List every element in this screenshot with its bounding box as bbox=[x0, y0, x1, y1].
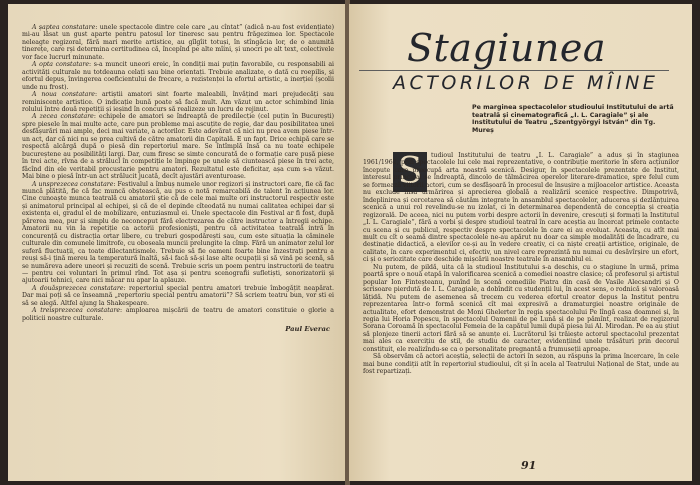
paragraph: A noua constatare: artiștii amatori sint foarte maleabili, învățind mari prejudecăți sau reminiscențe artistice. O indicație bună poate să facă mult. Am văzut un actor schimbind linia rolului între două repetiții și ieșind în concurs să realizeze un lucru de rejinut. bbox=[22, 91, 335, 113]
article-subtitle: ACTORILOR DE MÎINE bbox=[393, 72, 659, 94]
paragraph: A zecea constatare: echipele de amatori se îndreaptă de predilecție (cel puțin în București) spre piesele în mai multe acte, care pun probleme mai ascuțite de regie, dar dau posibilitatea unei desfășurări mai ample, deci mai variate, a actorilor. Este adevărat că nici nu prea avem piese într-un act, dar că nici nu se prea cultivă de către amatorii din Capitală. E un fapt. Drice echipă care se respectă alcărgă după o piesă din repertoriul mare. Se întîmplă însă ca nu toate echipele bucureștene au posibilități largi. Dar, cum firesc se simte concurată de o formație care pușă piese în trei acte, rîvna de a strălucl în competiție le împinge pe unele să ciuntească piese în trei acte, făcînd din ele veritabil procustarie pentru amatori. Rezultatul este deficitar, așa cum s-a văzut. Mai bine o piesă într-un act strălucit jucată, decît ajustări aventuroase. bbox=[22, 113, 334, 181]
page-number: 91 bbox=[521, 459, 537, 472]
paragraph: A opta constatare: s-a muncit uneori ereic, în condiții mai puțin favorabile, cu responsabili ai activități culturale nu totdeauna celați sau bine orientați. Trebuie analizate, o dată cu roepilis, și efortul depus, învingerea coeficientului de frecare, a rezistenței la efortul artistic, a inerției (școlii unde nu frost). bbox=[22, 61, 335, 91]
paragraph: A unsprezecea constatare: Festivalul a îmbuș numele unor regizori și instructori care, fie că fac muncă plătită, fie că fac muncă obștească, au pus o notă remarcabilă de talent în acțiunea lor. Cine cunoaște munca teatrală cu amatorii știe că de cele mai multe ori instructorul respectiv este și animatorul principal al echipei, și că de el depinde cîteodată nu numai calitatea echipei dar și existența ei, gradul el de mobilizare, entuziasmul ei. Unele spectacole din Festival ar fi fost, după părerea mea, pur și simplu de neconceput fără electrezarea de către instructor a întregii echipe. Amatorii nu vin la repetiție ca actorii profesioniști, pentru că activitatea teatrală intră în concurență cu distracția ortar libere, cu treburi gospodărești sau, cum este situația la căminele culturale din comunele limitrofe, cu oboseala muncii prelungite la cîmp. Fără un animator zelul lor suferă fluctuații, ca toate dilectantismele. Trebuie să fie oameni foarte bine înzestrați pentru a reuși să-i țină mereu la temperatură înaltă, să-i facă să-și lase alte ocupații și să vină pe scenă, să se număreva adere uneori și recuziti de scenă. Trebuie scris un poem pentru instructorii de teatru — pentru cei voluntari în primul rînd. Tot așa și pentru scenografii sufletiști, sonorizatorii și ajutoarii tehnici, care nici măcar nu apar la aplauze. bbox=[22, 180, 335, 285]
drop-cap: S bbox=[393, 152, 427, 192]
paragraph: tudioul Institutului de teatru „I. L. Caragiale” a adus și în stagiunea 1961/1962, prin spectacolele lui cele mai reprezentative, o contribuție meritorie în sfera acțiunilor începute care preocupă arta noastră scenică. Desigur, în spectacolele prezentate de Institut, interesul principal se îndreaptă, dincolo de tălmăcirea operelor literare-dramatice, spre felul cum se formează viitorii actori, cum se desfășoară în procesul de însușire a mijloacelor artistice. Aceasta nu exclude însă urmărirea și aprecierea globală a realizării scenice respective. Dimpotrivă, îndeplinirea și cercetarea să căutăm integrate în ansamblul spectacolelor, aducerea și dezlănțuirea scenică a unui rol revelindu-se nu izolat, ci în determinarea dependentă de concepția și creația regizorală. De aceea, nici nu putem vorbi despre actorii în devenire, crescuți și formați la Institutul „I. L. Caragiale”, fără a vorbi și despre studioul teatral în care aceștia au încercat primele contacte cu scena și cu publicul, respectiv despre spectacolele în care ei au evoluat. Aceasta, cu atît mai mult cu cît o seamă dintre spectacolele ne-au apărut nu doar ca simple modalități de încadrare, cu destinație didactică, a elevilor ce-și au în vedere creativ, ci ca niște creații artistice, originale, de calitate, în care experimentul ci, efectiv, un nivel care reprezintă nu numai cu desăvîrșire un efort, ci și o seriozitate care deschide mișcării noastre teatrale în ansamblul ei. bbox=[363, 152, 679, 264]
paragraph: A douăsprezecea constatare: repertoriul special pentru amatori trebuie îmbogățit neapărat. Dar mai poți să ce înseamnă „repertoriu special pentru amatorii”? Să scriem teatru bun, vor sti ei să se alegă. Altfel ajung la Shakespeare. bbox=[22, 284, 334, 307]
right-page bbox=[349, 4, 692, 481]
paragraph: A șaptea constatare: unele spectacole dintre cele care „au cîntat” (adică n-au fost evidențiate) mi-au lăsat un gust aparte pentru patosul lor tineresc sau pentru frăgezimea lor. Spectacole neleagte regizoral, fără mari merite artistice, au gîlgîit totuși, în stîngăcia lor, de o anumită tinerețe, care rși determina certitudinea că, începînd pe alte mîini, și unocri pe alt text, colectivele vor face lucrurl minunate. bbox=[22, 24, 334, 61]
article-intro: Pe marginea spectacolelor studioului Institutului de artă teatrală și cinematografică „I. L. Caragiale” și ale Institutului de Teatru „Szentgyörgyi István” din Tg. Mureș bbox=[472, 104, 674, 134]
paragraph: Nu putem, de pildă, uita că la studioul Institutului s-a deschis, cu o stagiune în urmă, prima poartă spre o nouă etapă în valorificarea scenică a comediei noastre clasice; că profesorul și artistul popular Ion Finteșteanu, punînd în scenă comediile Piatra din casă de Vasile Alecsandri și O scrisoare pierdută de I. L. Caragiale, a dobîndit cu studenții lui, în acest sens, o rodnică și valoroasă lățidă. Nu putem de asemenea să trecem cu vederea efortul creator depus la Institut pentru reprezentarea într-o formă scenică cît mai expresivă a dramaturgiei noastre originale de actualitate, efort demonstrat de Moni Ghelerter în regia spectacolului Pe lîngă casa doamnei și, în regia lui Horia Popescu, în spectacolul Oamenii de pe Lună și de pe pămînt, realizat de regizorul Sorana Coroamă în spectacolul Femeia de la capătul lumii după piesa lui Al. Mirodan. Pe ea au știut să plonjeze tinerii actori fără să se anunțe ei. Lucrătorul își trăiește actorul spectacolul prezentat mai ales ca exercițiu de stil, de studiu de caracter, evidențiind unele trăsături prin decorul constituit, ele realizîndu-se ca o personalitate pregnantă a frumuseții aproape. bbox=[363, 263, 679, 353]
title-rule bbox=[359, 70, 669, 71]
paragraph: A treisprezecea constatare: amploarea mișcării de teatru de amatori constituie o glorie a politicii noastre culturale. bbox=[22, 307, 334, 322]
article-title: Stagiunea bbox=[407, 26, 607, 70]
left-column bbox=[22, 24, 334, 334]
author-signature: Paul Everac bbox=[285, 325, 330, 334]
right-column bbox=[363, 152, 679, 376]
left-page bbox=[8, 4, 346, 481]
paragraph: Să observăm că actori aceștia, selecții de actori în sezon, au răspuns la prima încercare, în cele mai bune condiții atît în repertoriul studioului, cît și în acela al Teatrului Național de Stat, unde au fost repartizați. bbox=[363, 353, 679, 376]
